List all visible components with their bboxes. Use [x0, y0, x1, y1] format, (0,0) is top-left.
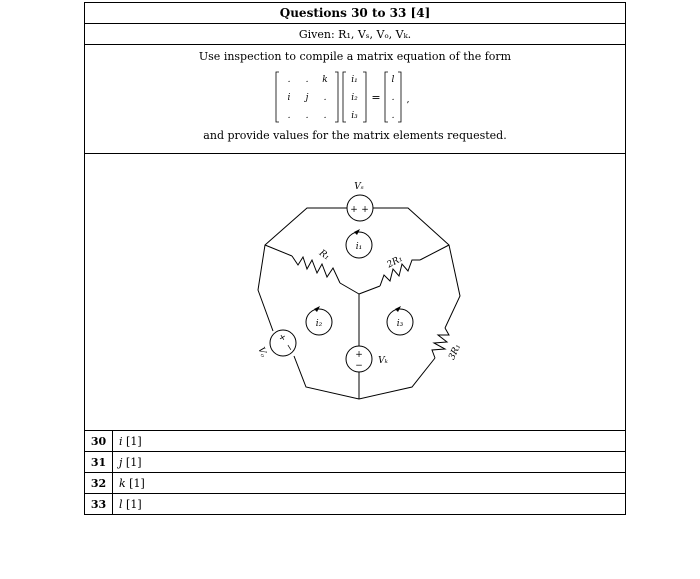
- circuit-cell: [85, 154, 626, 431]
- matrix-cell: .: [287, 75, 291, 85]
- vector-bracket-right: [363, 72, 366, 122]
- question-marks: [1]: [126, 434, 142, 448]
- r2-label: 2R₁: [385, 254, 405, 271]
- vk-minus: −: [354, 361, 363, 371]
- question-var: l: [119, 497, 123, 511]
- i3-label: i₃: [396, 319, 403, 329]
- given-line: Given: R₁, Vₛ, Vₒ, Vₖ.: [85, 24, 626, 45]
- question-prompt[interactable]: [113, 431, 626, 452]
- rhs-bracket-right: [398, 72, 401, 122]
- vs-label: Vₛ: [353, 182, 364, 192]
- question-table: [84, 2, 626, 515]
- rhs-l: l: [391, 75, 395, 85]
- question-var: k: [119, 476, 126, 490]
- matrix-cell-k: k: [322, 75, 328, 85]
- question-number: 31: [85, 452, 113, 473]
- i1-label: i₁: [355, 242, 362, 252]
- instruction-text: Use inspection to compile a matrix equation of the form: [198, 50, 512, 63]
- resistor-r1: [292, 256, 340, 283]
- equals-sign: =: [371, 91, 381, 104]
- matrix-cell-i: i: [287, 93, 291, 103]
- instruction-end-text: and provide values for the matrix elements requested.: [203, 129, 507, 142]
- r3-label: 3R₁: [446, 342, 463, 362]
- outer-wire-bottom: [294, 356, 435, 399]
- question-number: 32: [85, 473, 113, 494]
- vo-minus: −: [281, 342, 295, 354]
- question-row: [85, 431, 626, 452]
- matrix-equation: [275, 69, 435, 125]
- matrix-cell: .: [323, 93, 327, 103]
- rhs-cell: .: [391, 93, 395, 103]
- matrix-cell: .: [323, 111, 327, 121]
- matrix-cell: .: [287, 111, 291, 121]
- question-title: Questions 30 to 33 [4]: [85, 3, 626, 24]
- matrix-bracket-right: [335, 72, 338, 122]
- vector-i3: i₃: [351, 111, 358, 121]
- question-prompt[interactable]: [113, 452, 626, 473]
- rhs-cell: .: [391, 111, 395, 121]
- rhs-bracket-left: [385, 72, 388, 122]
- question-row: [85, 452, 626, 473]
- matrix-cell-j: j: [305, 93, 309, 103]
- instruction-cell: [85, 45, 626, 154]
- wire-r1-right: [340, 283, 359, 294]
- question-number: 30: [85, 431, 113, 452]
- vk-label: Vₖ: [377, 356, 388, 366]
- r1-label: R₁: [316, 248, 331, 263]
- question-marks: [1]: [126, 497, 142, 511]
- vk-plus: +: [354, 350, 363, 360]
- comma: ,: [406, 95, 410, 105]
- resistor-3r1: [432, 328, 449, 358]
- question-sheet: [84, 2, 625, 515]
- question-marks: [1]: [125, 455, 142, 469]
- vector-i1: i₁: [351, 75, 358, 85]
- question-var: j: [119, 455, 123, 469]
- matrix-bracket-left: [276, 72, 279, 122]
- question-number: 33: [85, 494, 113, 515]
- matrix-cell: .: [305, 75, 309, 85]
- vector-bracket-left: [343, 72, 346, 122]
- question-prompt[interactable]: [113, 494, 626, 515]
- vs-minus: +: [360, 205, 369, 215]
- outer-wire-right: [373, 208, 460, 328]
- wire-r1-left: [265, 245, 292, 256]
- wire-r2-left: [359, 286, 380, 294]
- question-marks: [1]: [129, 476, 145, 490]
- vo-label: Vₒ: [254, 345, 268, 359]
- vs-plus: +: [349, 205, 358, 215]
- matrix-cell: .: [305, 111, 309, 121]
- vector-i2: i₂: [351, 93, 358, 103]
- question-prompt[interactable]: [113, 473, 626, 494]
- i2-label: i₂: [315, 319, 322, 329]
- vo-plus: +: [274, 332, 288, 344]
- question-row: [85, 494, 626, 515]
- circuit-diagram: [86, 154, 625, 430]
- question-var: i: [119, 434, 123, 448]
- question-row: [85, 473, 626, 494]
- wire-r2-right: [420, 245, 449, 260]
